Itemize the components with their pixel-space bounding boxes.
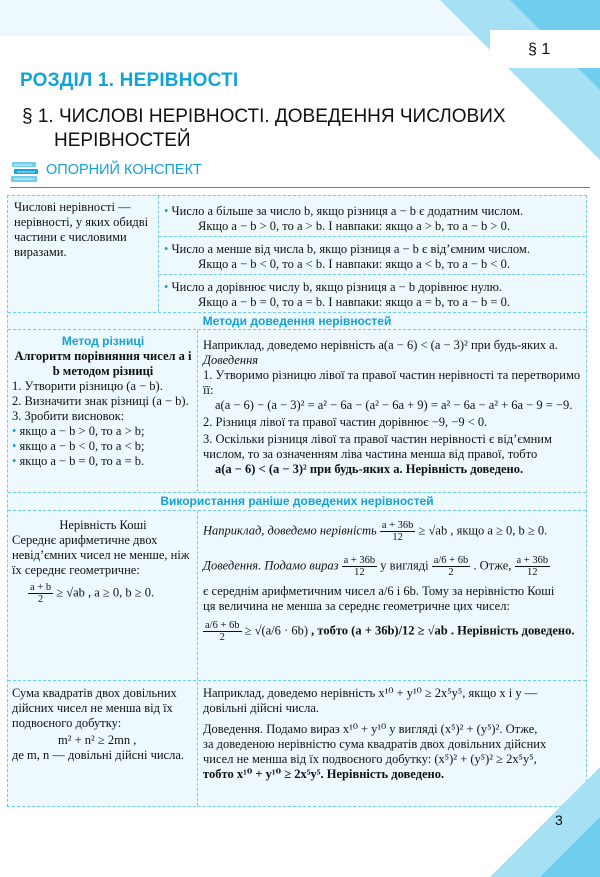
section-mark: § 1: [528, 41, 551, 58]
cauchy-end: $\frac{a/6 + 6b}{2}$ ≥ √(a/6 · 6b) , тобто (a + 36b)/12 ≥ √ab . Нерівність доведено.: [205, 620, 575, 643]
band-methods: Методи доведення нерівностей: [202, 314, 392, 328]
proof-step: 3. Оскільки різниця лівої та правої частин нерівності є від’ємним числом, то за означенням ліва частина менша від правої, тобто: [203, 432, 552, 461]
cauchy-block: [12, 518, 194, 605]
squares-proof: Доведення. Подамо вираз x¹⁰ + y¹⁰ у вигляді (x⁵)² + (y⁵)². Отже,: [203, 722, 538, 736]
squares-text: Сума квадратів двох довільних дійсних чисел не менша від їх подвоєного добутку:: [12, 686, 177, 730]
squares-proof: тобто x¹⁰ + y¹⁰ ≥ 2x⁵y⁵. Нерівність доведено.: [203, 767, 445, 781]
divider: [159, 236, 585, 237]
conclusion: • якщо a − b = 0, то a = b.: [12, 454, 145, 468]
divider: [8, 680, 586, 681]
conclusion: • якщо a − b < 0, то a < b;: [12, 439, 145, 453]
divider: [159, 274, 585, 275]
squares-proof: чисел не менша від їх подвоєного добутку: (x⁵)² + (y⁵)² ≥ 2x⁵y⁵,: [203, 752, 537, 766]
section-title-line1: § 1. ЧИСЛОВІ НЕРІВНОСТІ. ДОВЕДЕННЯ ЧИСЛОВИХ: [22, 106, 506, 127]
conclusion: • якщо a − b > 0, то a > b;: [12, 424, 145, 438]
section-title: [22, 105, 522, 153]
page-number: 3: [555, 812, 563, 828]
divider: [197, 330, 198, 492]
divider: [197, 511, 198, 806]
divider: [158, 196, 159, 312]
difference-method-caption: Метод різниці: [61, 334, 145, 348]
step: 1. Утворити різницю (a − b).: [12, 379, 163, 393]
cauchy-intro: Наприклад, доведемо нерівність $\frac{a + 36b}{12}$ ≥ √ab , якщо a ≥ 0, b ≥ 0.: [203, 520, 548, 543]
squares-proof: за доведеною нерівністю сума квадратів двох довільних дійсних: [203, 737, 547, 751]
konspekt-underline: [10, 187, 590, 188]
rule-less: • Число a менше від числа b, якщо різниця a − b є від’ємним числом. Якщо a − b < 0, то a < b. І навпаки: якщо a < b, то a − b < 0.: [164, 242, 530, 271]
difference-example: [203, 338, 583, 477]
squares-intro: Наприклад, доведемо нерівність x¹⁰ + y¹⁰ ≥ 2x⁵y⁵, якщо x і y — довільні дійсні числа.: [203, 686, 538, 715]
konspekt-label: ОПОРНИЙ КОНСПЕКТ: [46, 162, 202, 178]
squares-block: [12, 686, 194, 763]
step: 3. Зробити висновок:: [12, 409, 125, 423]
step: 2. Визначити знак різниці (a − b).: [12, 394, 189, 408]
bottom-right-decoration-dark: [540, 817, 600, 877]
squares-formula: m² + n² ≥ 2mn ,: [58, 733, 137, 747]
definition-text: Числові нерівності — нерівності, у яких обидві частини є числовими виразами.: [14, 200, 149, 259]
section-title-line2: НЕРІВНОСТЕЙ: [54, 130, 191, 151]
algorithm-title: Алгоритм порівняння чисел a і b методом різниці: [14, 349, 192, 378]
band-usage: Використання раніше доведених нерівностей: [160, 494, 434, 508]
squares-tail: де m, n — довільні дійсні числа.: [12, 748, 185, 762]
cauchy-example: [203, 520, 583, 643]
divider: [8, 510, 586, 511]
cauchy-formula: $\frac{a + b}{2}$ ≥ √ab , a ≥ 0, b ≥ 0.: [30, 582, 155, 605]
difference-method: [12, 334, 194, 469]
books-icon: [10, 160, 42, 186]
cauchy-line: ця величина не менша за середнє геометричне цих чисел:: [203, 599, 510, 613]
proof-label: Доведення: [203, 353, 259, 367]
cauchy-line: є середнім арифметичним чисел a/6 і 6b. Тому за нерівністю Коші: [203, 584, 555, 598]
cauchy-proof: Доведення. Подамо вираз $\frac{a + 36b}{12}$ у вигляді $\frac{a/6 + 6b}{2}$ . Отже, $\frac{a + 36b}{12}$: [203, 555, 549, 578]
proof-step: 1. Утворимо різницю лівої та правої частин нерівності та перетворимо її:: [203, 368, 581, 397]
proof-conclusion: a(a − 6) < (a − 3)² при будь-яких a. Нерівність доведено.: [215, 462, 524, 476]
proof-step: 2. Різниця лівої та правої частин дорівнює −9, −9 < 0.: [203, 415, 488, 429]
rule-greater: • Число a більше за число b, якщо різниця a − b є додатним числом. Якщо a − b > 0, то a > b. І навпаки: якщо a > b, то a − b > 0.: [164, 204, 524, 233]
rule-equal: • Число a дорівнює числу b, якщо різниця a − b дорівнює нулю. Якщо a − b = 0, то a = b. І навпаки: якщо a = b, то a − b = 0.: [164, 280, 510, 309]
proof-formula: a(a − 6) − (a − 3)² = a² − 6a − (a² − 6a + 9) = a² − 6a − a² + 6a − 9 = −9.: [215, 398, 573, 412]
cauchy-text: Середнє арифметичне двох невід’ємних чисел не менше, ніж їх середнє геометричне:: [12, 533, 190, 577]
chapter-title: РОЗДІЛ 1. НЕРІВНОСТІ: [20, 70, 239, 91]
cauchy-title: Нерівність Коші: [59, 518, 147, 532]
example-intro: Наприклад, доведемо нерівність a(a − 6) < (a − 3)² при будь-яких a.: [203, 338, 558, 352]
